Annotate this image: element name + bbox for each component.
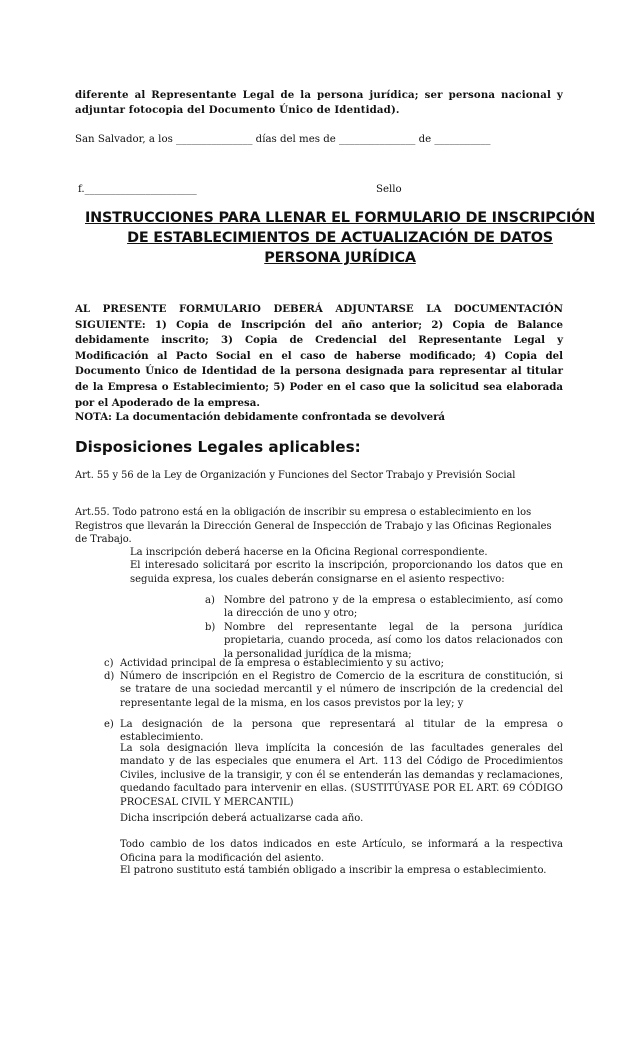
item-e-text: La designación de la persona que representará al titular de la empresa o establecimiento. (120, 719, 563, 744)
instructions-title (60, 208, 620, 268)
date-line: San Salvador, a los _______________ días del mes de _______________ de ___________ (75, 134, 491, 145)
art55-paragraph-2: El interesado solicitará por escrito la inscripción, proporcionando los datos que en seguida expresa, los cuales deberán consignarse en el asiento respectivo: (130, 560, 563, 585)
nota: NOTA: La documentación debidamente confrontada se devolverá (75, 411, 446, 423)
item-b-text: Nombre del representante legal de la persona jurídica propietaria, cuando proceda, así como los datos relacionados con la personalidad jurídica de la misma; (224, 622, 563, 660)
articles-reference: Art. 55 y 56 de la Ley de Organización y Funciones del Sector Trabajo y Previsión Social (75, 470, 516, 481)
item-d-text: Número de inscripción en el Registro de Comercio de la escritura de constitución, si se tratare de una sociedad mercantil y el número de inscripción de la credencial del representante legal de la misma, en los casos previstos por la ley; y (120, 671, 563, 709)
item-d-label: d) (104, 671, 115, 682)
legal-heading: Disposiciones Legales aplicables: (75, 438, 361, 456)
item-c-label: c) (104, 658, 114, 669)
item-e-label: e) (104, 719, 114, 730)
signature-line: f.______________________ (78, 184, 197, 195)
item-c-text: Actividad principal de la empresa o establecimiento y su activo; (120, 658, 444, 669)
art55-paragraph-1: La inscripción deberá hacerse en la Oficina Regional correspondiente. (130, 547, 488, 558)
item-e-additional: La sola designación lleva implícita la concesión de las facultades generales del mandato y de las especiales que enumera el Art. 113 del Código de Procedimientos Civiles, inclusive de la transigir, y con él se entenderán las demandas y reclamaciones, quedando facultado para intervenir en ellas. (SUSTITÚYASE POR EL ART. 69 CÓDIGO PROCESAL CIVIL Y MERCANTIL) (120, 743, 563, 808)
item-b-label: b) (205, 622, 216, 633)
instructions-title-line-2: DE ESTABLECIMIENTOS DE ACTUALIZACIÓN DE DATOS (127, 230, 553, 246)
header-paragraph: diferente al Representante Legal de la persona jurídica; ser persona nacional y adjuntar fotocopia del Documento Único de Identidad). (75, 89, 563, 117)
attachments-paragraph: AL PRESENTE FORMULARIO DEBERÁ ADJUNTARSE LA DOCUMENTACIÓN SIGUIENTE: 1) Copia de Inscripción del año anterior; 2) Copia de Balance debidamente inscrito; 3) Copia de Credencial del Representante Legal y Modificación al Pacto Social en el caso de haberse modificado; 4) Copia del Documento Único de Identidad de la persona designada para representar al titular de la Empresa o Establecimiento; 5) Poder en el caso que la solicitud sea elaborada por el Apoderado de la empresa. (75, 303, 563, 409)
art55-paragraph-3: Dicha inscripción deberá actualizarse cada año. (120, 813, 364, 824)
seal-label: Sello (376, 184, 402, 195)
item-a-label: a) (205, 595, 215, 606)
instructions-title-line-3: PERSONA JURÍDICA (264, 250, 416, 266)
item-a-text: Nombre del patrono y de la empresa o establecimiento, así como la dirección de uno y otro; (224, 595, 563, 620)
instructions-title-line-1: INSTRUCCIONES PARA LLENAR EL FORMULARIO DE INSCRIPCIÓN (85, 210, 595, 226)
art55-intro: Art.55. Todo patrono está en la obligación de inscribir su empresa o establecimiento en los Registros que llevarán la Dirección General de Inspección de Trabajo y las Oficinas Regionales de Trabajo. (75, 507, 552, 546)
art55-paragraph-4: Todo cambio de los datos indicados en este Artículo, se informará a la respectiva Oficina para la modificación del asiento. (120, 839, 563, 864)
art55-paragraph-5: El patrono sustituto está también obligado a inscribir la empresa o establecimiento. (120, 865, 547, 876)
